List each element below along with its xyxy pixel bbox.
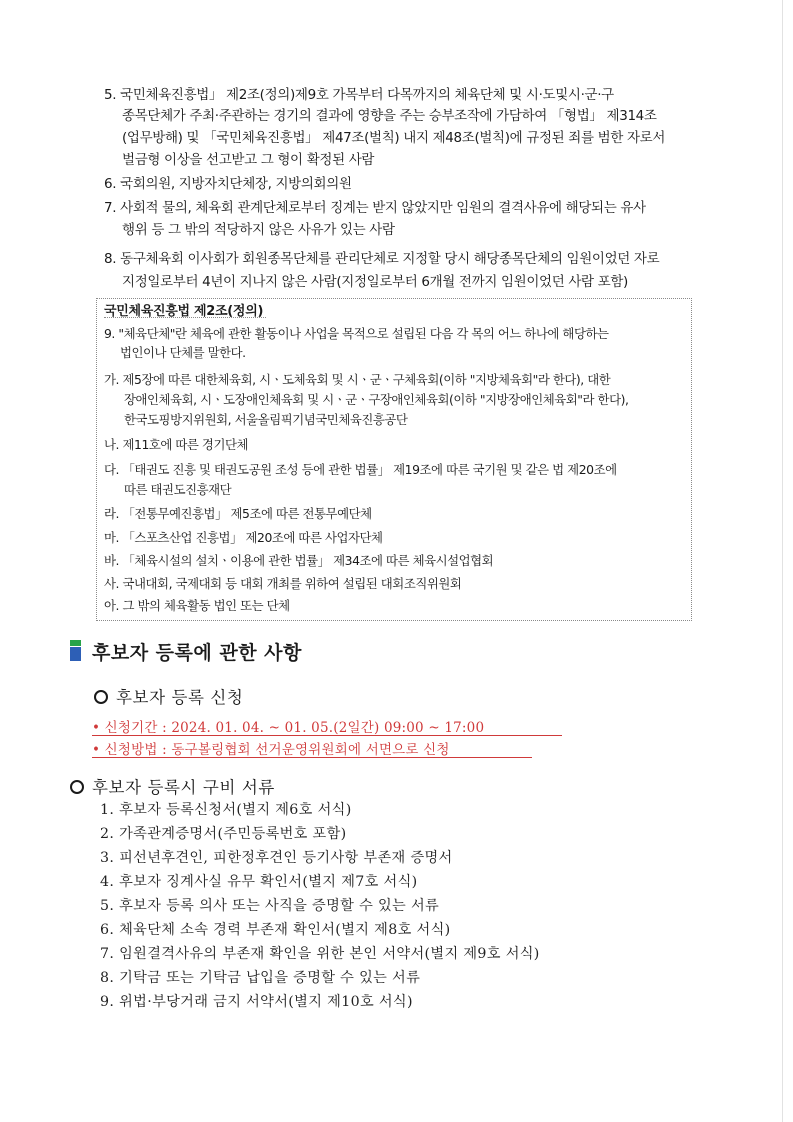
item-5-line-3: (업무방해) 및 「국민체육진흥법」 제47조(벌칙) 내지 제48조(벌칙)에 규정된 죄를 범한 자로서 — [122, 130, 666, 146]
definition-line: 마. 「스포츠산업 진흥법」 제20조에 따른 사업자단체 — [104, 530, 383, 545]
definition-line: 다. 「태권도 진흥 및 태권도공원 조성 등에 관한 법률」 제19조에 따른 국기원 및 같은 법 제20조에 — [104, 462, 617, 477]
definition-box-title-underline — [104, 317, 266, 318]
registration-heading: 후보자 등록 신청 — [116, 688, 244, 707]
definition-line: 한국도핑방지위원회, 서울올림픽기념국민체육진흥공단 — [124, 412, 408, 427]
item-6: 6. 국회의원, 지방자치단체장, 지방의회의원 — [104, 176, 352, 192]
definition-line: 9. "체육단체"란 체육에 관한 활동이나 사업을 목적으로 설립된 다음 각 목의 어느 하나에 해당하는 — [104, 326, 609, 341]
document-item: 8. 기탁금 또는 기탁금 납입을 증명할 수 있는 서류 — [100, 970, 421, 986]
item-7-line-2: 행위 등 그 밖의 적당하지 않은 사유가 있는 사람 — [122, 222, 395, 238]
documents-heading: 후보자 등록시 구비 서류 — [92, 778, 275, 797]
definition-line: 라. 「전통무예진흥법」 제5조에 따른 전통무예단체 — [104, 506, 372, 521]
document-item: 9. 위법·부당거래 금지 서약서(별지 제10호 서식) — [100, 994, 413, 1010]
document-item: 3. 피선년후견인, 피한정후견인 등기사항 부존재 증명서 — [100, 850, 453, 866]
item-5-line-2: 종목단체가 주최·주관하는 경기의 결과에 영향을 주는 승부조작에 가담하여 「형법」 제314조 — [122, 108, 657, 124]
document-item: 1. 후보자 등록신청서(별지 제6호 서식) — [100, 802, 352, 818]
definition-line: 사. 국내대회, 국제대회 등 대회 개최를 위하여 설립된 대회조직위원회 — [104, 576, 462, 591]
definition-line: 장애인체육회, 시ㆍ도장애인체육회 및 시ㆍ군ㆍ구장애인체육회(이하 "지방장애인체육회"라 한다), — [124, 392, 629, 407]
item-7-line-1: 7. 사회적 물의, 체육회 관계단체로부터 징계는 받지 않았지만 임원의 결격사유에 해당되는 유사 — [104, 200, 646, 216]
definition-line: 법인이나 단체를 말한다. — [120, 345, 246, 360]
document-item: 7. 임원결격사유의 부존재 확인을 위한 본인 서약서(별지 제9호 서식) — [100, 946, 540, 962]
definition-line: 아. 그 밖의 체육활동 법인 또는 단체 — [104, 598, 290, 613]
document-item: 6. 체육단체 소속 경력 부존재 확인서(별지 제8호 서식) — [100, 922, 451, 938]
item-8-line-2: 지정일로부터 4년이 지나지 않은 사람(지정일로부터 6개월 전까지 임원이었던 사람 포함) — [122, 274, 628, 290]
registration-period-underline — [92, 735, 562, 736]
registration-method-underline — [92, 757, 532, 758]
circle-bullet-icon — [70, 780, 84, 794]
circle-bullet-icon — [94, 690, 108, 704]
document-item: 4. 후보자 징계사실 유무 확인서(별지 제7호 서식) — [100, 874, 418, 890]
definition-line: 바. 「체육시설의 설치ㆍ이용에 관한 법률」 제34조에 따른 체육시설업협회 — [104, 553, 494, 568]
section-title: 후보자 등록에 관한 사항 — [92, 642, 302, 664]
item-5-line-1: 5. 국민체육진흥법」 제2조(정의)제9호 가목부터 다목까지의 체육단체 및 시·도및시·군·구 — [104, 87, 614, 103]
section-marker-icon — [70, 640, 81, 661]
item-5-line-4: 벌금형 이상을 선고받고 그 형이 확정된 사람 — [122, 152, 375, 168]
definition-line: 따른 태권도진흥재단 — [124, 482, 232, 497]
document-item: 5. 후보자 등록 의사 또는 사직을 증명할 수 있는 서류 — [100, 898, 440, 914]
definition-line: 가. 제5장에 따른 대한체육회, 시ㆍ도체육회 및 시ㆍ군ㆍ구체육회(이하 "지방체육회"라 한다), 대한 — [104, 372, 611, 387]
registration-period: • 신청기간 : 2024. 01. 04. ~ 01. 05.(2일간) 09:00 ~ 17:00 — [92, 720, 485, 736]
definition-line: 나. 제11호에 따른 경기단체 — [104, 437, 249, 452]
definition-box-title: 국민체육진흥법 제2조(정의) — [104, 304, 264, 319]
registration-method: • 신청방법 : 동구볼링협회 선거운영위원회에 서면으로 신청 — [92, 742, 450, 758]
item-8-line-1: 8. 동구체육회 이사회가 회원종목단체를 관리단체로 지정할 당시 해당종목단체의 임원이었던 자로 — [104, 251, 660, 267]
page-edge — [782, 0, 783, 1122]
document-item: 2. 가족관계증명서(주민등록번호 포함) — [100, 826, 347, 842]
